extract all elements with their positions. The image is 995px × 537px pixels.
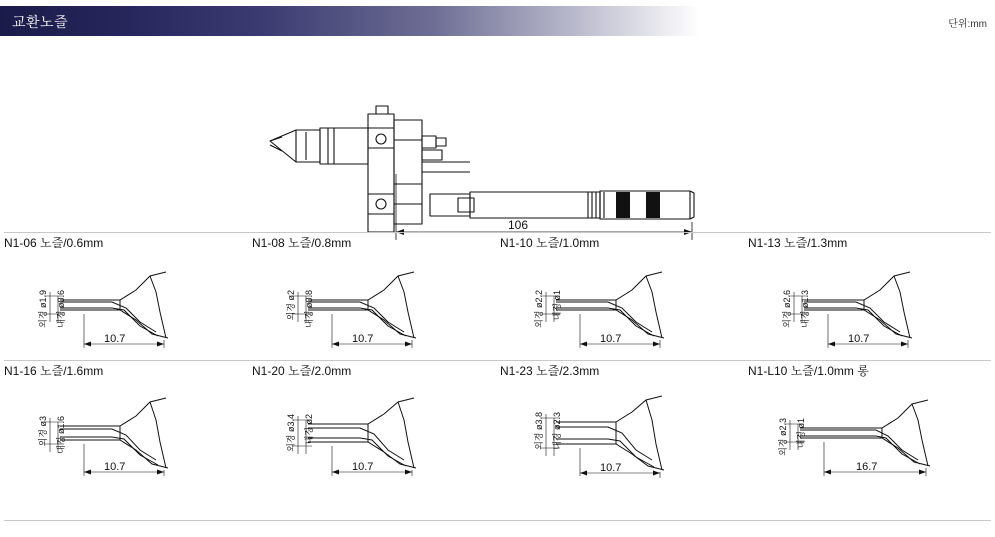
outer-diameter-label: 외경 ø2.6 bbox=[782, 290, 792, 328]
nozzle-assembly-drawing bbox=[0, 44, 995, 232]
main-assembly-figure bbox=[0, 44, 995, 232]
length-label: 10.7 bbox=[848, 333, 870, 345]
nozzle-cell-n1-20 bbox=[248, 360, 494, 488]
nozzle-title: N1-10 노즐/1.0mm bbox=[500, 236, 600, 250]
length-label: 10.7 bbox=[600, 462, 622, 474]
unit-label: 단위:mm bbox=[948, 19, 987, 30]
inner-diameter-label: 내경 ø1 bbox=[552, 290, 562, 321]
nozzle-profile-drawing bbox=[248, 380, 494, 488]
inner-diameter-label: 내경 ø0.8 bbox=[304, 290, 314, 328]
nozzle-grid bbox=[0, 232, 995, 488]
nozzle-title: N1-06 노즐/0.6mm bbox=[4, 236, 104, 250]
length-label: 10.7 bbox=[104, 461, 126, 473]
inner-diameter-label: 내경 ø0.6 bbox=[56, 290, 66, 328]
nozzle-cell-n1-10 bbox=[496, 232, 742, 360]
nozzle-cell-n1-13 bbox=[744, 232, 990, 360]
nozzle-cell-n1-l10 bbox=[744, 360, 990, 488]
nozzle-cell-n1-06 bbox=[0, 232, 246, 360]
nozzle-profile-drawing bbox=[496, 252, 742, 360]
header-gradient-bar bbox=[0, 6, 700, 36]
footer-divider bbox=[4, 520, 991, 521]
nozzle-title: N1-23 노즐/2.3mm bbox=[500, 364, 600, 378]
length-label: 10.7 bbox=[352, 461, 374, 473]
nozzle-profile-drawing bbox=[248, 252, 494, 360]
length-label: 10.7 bbox=[104, 333, 126, 345]
inner-diameter-label: 내경 ø1 bbox=[796, 418, 806, 449]
nozzle-title: N1-08 노즐/0.8mm bbox=[252, 236, 352, 250]
band-marker-2 bbox=[646, 192, 660, 218]
length-label: 10.7 bbox=[600, 333, 622, 345]
nozzle-cell-n1-23 bbox=[496, 360, 742, 488]
nozzle-title: N1-16 노즐/1.6mm bbox=[4, 364, 104, 378]
nozzle-title: N1-20 노즐/2.0mm bbox=[252, 364, 352, 378]
nozzle-cell-n1-16 bbox=[0, 360, 246, 488]
page-header bbox=[0, 6, 995, 36]
page-title: 교환노즐 bbox=[12, 14, 69, 30]
outer-diameter-label: 외경 ø3 bbox=[38, 416, 48, 447]
nozzle-title: N1-13 노즐/1.3mm bbox=[748, 236, 848, 250]
outer-diameter-label: 외경 ø3.4 bbox=[286, 414, 296, 452]
outer-diameter-label: 외경 ø3.8 bbox=[534, 412, 544, 450]
inner-diameter-label: 내경 ø1.6 bbox=[56, 416, 66, 454]
nozzle-profile-drawing bbox=[0, 252, 246, 360]
outer-diameter-label: 외경 ø2 bbox=[286, 290, 296, 321]
length-label: 16.7 bbox=[856, 461, 878, 473]
inner-diameter-label: 내경 ø2 bbox=[304, 414, 314, 445]
band-marker-1 bbox=[616, 192, 630, 218]
nozzle-profile-drawing bbox=[744, 252, 990, 360]
nozzle-profile-drawing bbox=[0, 380, 246, 488]
nozzle-row-1 bbox=[0, 232, 995, 360]
main-dimension-label: 106 bbox=[508, 218, 529, 232]
outer-diameter-label: 외경 ø1.9 bbox=[38, 290, 48, 328]
outer-diameter-label: 외경 ø2.3 bbox=[778, 418, 788, 456]
nozzle-row-2 bbox=[0, 360, 995, 488]
inner-diameter-label: 내경 ø1.3 bbox=[800, 290, 810, 328]
nozzle-profile-drawing bbox=[496, 380, 742, 488]
nozzle-profile-drawing bbox=[744, 380, 990, 488]
inner-diameter-label: 내경 ø2.3 bbox=[552, 412, 562, 450]
outer-diameter-label: 외경 ø2.2 bbox=[534, 290, 544, 328]
length-label: 10.7 bbox=[352, 333, 374, 345]
nozzle-title: N1-L10 노즐/1.0mm 롱 bbox=[748, 364, 869, 378]
nozzle-cell-n1-08 bbox=[248, 232, 494, 360]
